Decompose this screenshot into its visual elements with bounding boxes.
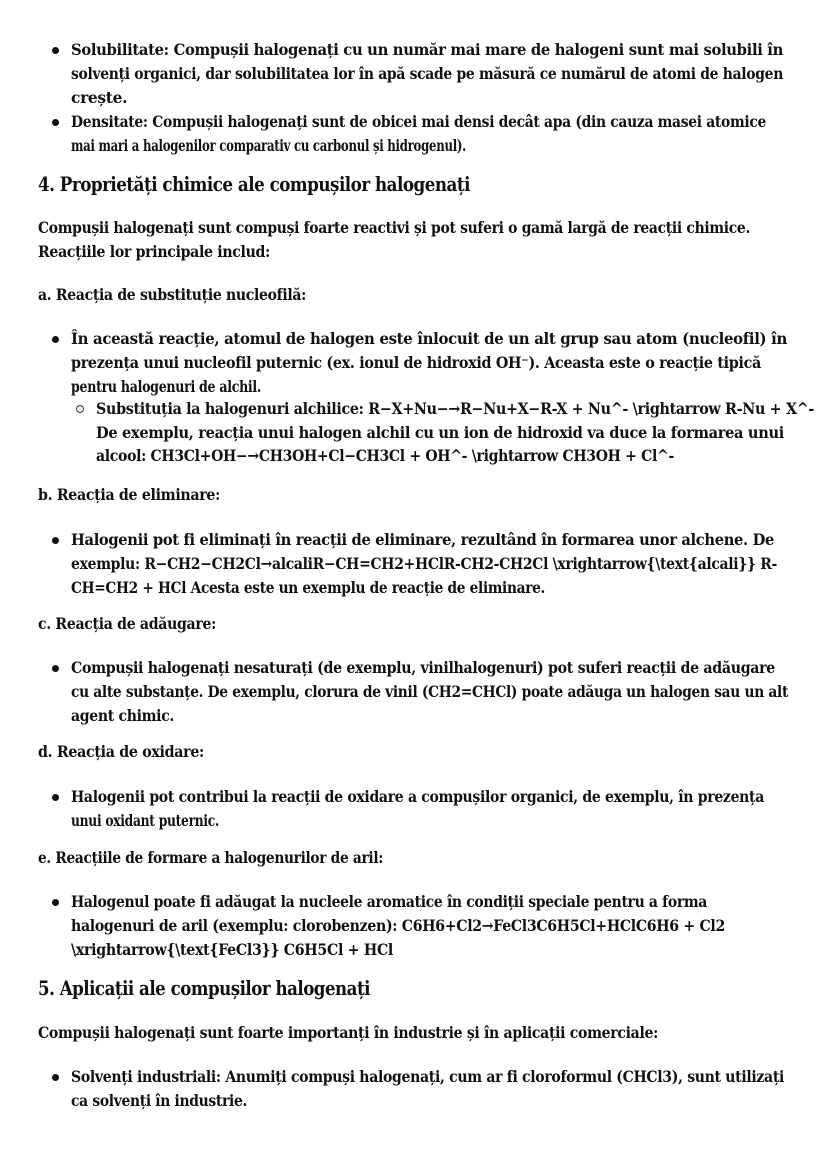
bullet-dot: [52, 899, 59, 906]
bullet-dot: [52, 47, 59, 54]
subsection-e-heading: e. Reacțiile de formare a halogenurilor de aril:: [38, 848, 383, 867]
density-line-2: mai mari a halogenilor comparativ cu carbonul și hidrogenul).: [71, 136, 466, 155]
subsection-c-line-1: Compușii halogenați nesaturați (de exemplu, vinilhalogenuri) pot suferi reacții de adăugare: [71, 658, 775, 677]
solubility-line-2: solvenți organici, dar solubilitatea lor în apă scade pe măsură ce numărul de atomi de halogen: [71, 64, 783, 83]
bullet-dot: [52, 665, 59, 672]
subsection-c-heading: c. Reacția de adăugare:: [38, 614, 216, 633]
subsection-a-sub-line-2: De exemplu, reacția unui halogen alchil cu un ion de hidroxid va duce la formarea unui: [96, 423, 784, 442]
subsection-e-line-3: \xrightarrow{\text{FeCl3}} C6H5Cl + HCl: [71, 940, 393, 959]
subsection-c-line-3: agent chimic.: [71, 706, 174, 725]
density-line-1: Densitate: Compușii halogenați sunt de obicei mai densi decât apa (din cauza masei atomice: [71, 112, 766, 131]
subsection-b-line-3: CH=CH2 + HCl Acesta este un exemplu de reacție de eliminare.: [71, 578, 545, 597]
bullet-dot: [52, 537, 59, 544]
bullet-dot: [52, 336, 59, 343]
section-4-heading: 4. Proprietăți chimice ale compușilor halogenați: [38, 172, 470, 196]
section-5-heading: 5. Aplicații ale compușilor halogenați: [38, 976, 370, 1000]
solubility-line-3: crește.: [71, 88, 128, 107]
subsection-b-line-1: Halogenii pot fi eliminați în reacții de eliminare, rezultând în formarea unor alchene. De: [71, 530, 774, 549]
section-5-line-2: ca solvenți în industrie.: [71, 1091, 247, 1110]
subsection-a-line-3: pentru halogenuri de alchil.: [71, 377, 261, 396]
section-5-line-1: Solvenți industriali: Anumiți compuși halogenați, cum ar fi cloroformul (CHCl3), sunt utilizați: [71, 1067, 784, 1086]
solubility-line-1: Solubilitate: Compușii halogenați cu un număr mai mare de halogeni sunt mai solubili în: [71, 40, 783, 59]
subsection-d-heading: d. Reacția de oxidare:: [38, 742, 204, 761]
subsection-e-line-2: halogenuri de aril (exemplu: clorobenzen): C6H6+Cl2→FeCl3C6H5Cl+HClC6H6 + Cl2: [71, 916, 725, 935]
subsection-a-line-1: În această reacție, atomul de halogen este înlocuit de un alt grup sau atom (nucleofil) în: [71, 329, 787, 348]
subsection-e-line-1: Halogenul poate fi adăugat la nucleele aromatice în condiții speciale pentru a forma: [71, 892, 707, 911]
subsection-a-line-2: prezența unui nucleofil puternic (ex. ionul de hidroxid OH⁻). Aceasta este o reacție tipică: [71, 353, 761, 372]
subsection-c-line-2: cu alte substanțe. De exemplu, clorura de vinil (CH2=CHCl) poate adăuga un halogen sau un alt: [71, 682, 788, 701]
subsection-a-sub-line-1: Substituția la halogenuri alchilice: R−X+Nu−→R−Nu+X−R-X + Nu^- \rightarrow R-Nu + X^-: [96, 399, 814, 418]
subsection-d-line-1: Halogenii pot contribui la reacții de oxidare a compușilor organici, de exemplu, în prezența: [71, 787, 764, 806]
subsection-d-line-2: unui oxidant puternic.: [71, 811, 219, 830]
subsection-a-heading: a. Reacția de substituție nucleofilă:: [38, 285, 306, 304]
bullet-dot: [52, 794, 59, 801]
section-4-intro-2: Reacțiile lor principale includ:: [38, 242, 270, 261]
subsection-a-sub-line-3: alcool: CH3Cl+OH−→CH3OH+Cl−CH3Cl + OH^- \rightarrow CH3OH + Cl^-: [96, 446, 674, 465]
section-4-intro-1: Compușii halogenați sunt compuși foarte reactivi și pot suferi o gamă largă de reacții chimice.: [38, 218, 750, 237]
subsection-b-line-2: exemplu: R−CH2−CH2Cl→alcaliR−CH=CH2+HClR-CH2-CH2Cl \xrightarrow{\text{alcali}} R-: [71, 554, 777, 573]
bullet-dot: [52, 119, 59, 126]
bullet-dot: [52, 1074, 59, 1081]
section-5-intro: Compușii halogenați sunt foarte importanți în industrie și în aplicații comerciale:: [38, 1023, 658, 1042]
subsection-b-heading: b. Reacția de eliminare:: [38, 485, 220, 504]
sub-bullet-circle: [76, 405, 84, 413]
